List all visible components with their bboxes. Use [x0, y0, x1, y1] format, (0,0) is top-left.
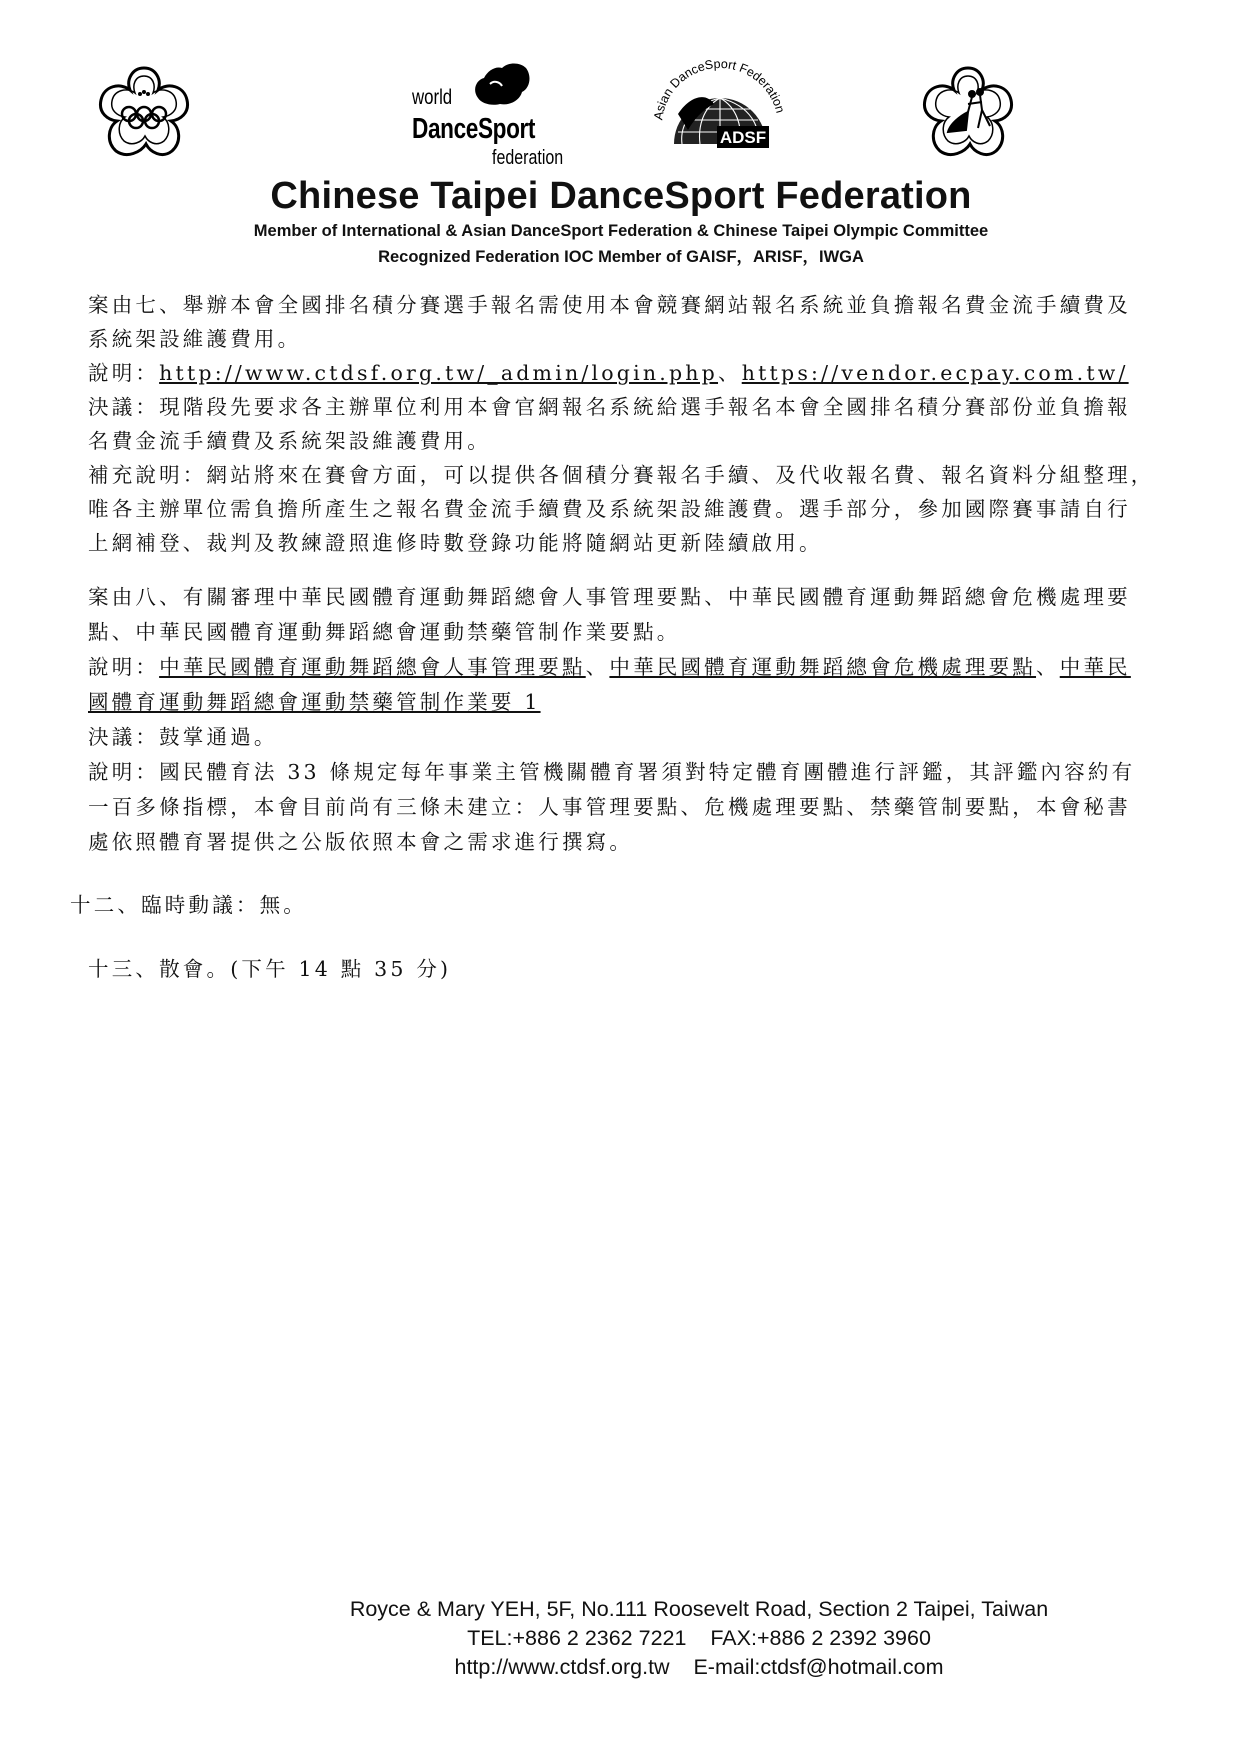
wdsf-dancesport-text: DanceSport — [412, 113, 536, 145]
footer-phone-fax: TEL:+886 2 2362 7221 FAX:+886 2 2392 3960 — [467, 1626, 931, 1650]
motion-7-supplement-line-2: 唯各主辦單位需負擔所產生之報名費金流手續費及系統架設維護費。選手部分，參加國際賽事請自行 — [88, 497, 1131, 521]
motion-7-section — [88, 288, 1170, 560]
plum-blossom-dancing-couple-icon — [918, 64, 1018, 160]
ecpay-vendor-link[interactable]: https://vendor.ecpay.com.tw/ — [741, 361, 1129, 385]
motion-7-supplement-line-3: 上網補登、裁判及教練證照進修時數登錄功能將隨網站更新陸續啟用。 — [88, 531, 823, 555]
plum-blossom-olympic-rings-icon — [94, 64, 194, 160]
motion-7-title-line-2: 系統架設維護費用。 — [88, 327, 302, 351]
doping-rules-doc-link-part-2[interactable]: 國體育運動舞蹈總會運動禁藥管制作業要 1 — [88, 690, 541, 714]
personnel-rules-doc-link[interactable]: 中華民國體育運動舞蹈總會人事管理要點 — [159, 655, 586, 679]
motion-8-title-line-1: 案由八、有關審理中華民國體育運動舞蹈總會人事管理要點、中華民國體育運動舞蹈總會危機處理要 — [88, 585, 1131, 609]
wdsf-federation-text: federation — [492, 147, 564, 169]
adsf-badge-text: ADSF — [719, 128, 767, 147]
separator: 、 — [585, 655, 610, 679]
item-13-adjournment: 十三、散會。(下午 14 點 35 分) — [88, 957, 452, 981]
chinese-taipei-olympic-committee-logo — [94, 64, 194, 160]
item-12-extempore-motion: 十二、臨時動議：無。 — [70, 893, 307, 917]
adsf-globe-icon — [640, 56, 800, 156]
motion-8-explain-line-2 — [88, 685, 1170, 720]
ctdsf-logo — [918, 64, 1018, 160]
dancing-couple-silhouette-icon — [470, 58, 532, 108]
footer-web-email: http://www.ctdsf.org.tw E-mail:ctdsf@hotmail.com — [454, 1655, 944, 1679]
wdsf-logo — [410, 58, 564, 170]
motion-8-note-line-2: 一百多條指標，本會目前尚有三條未建立：人事管理要點、危機處理要點、禁藥管制要點，本會秘書 — [88, 795, 1131, 819]
motion-8-explain-line-1 — [88, 650, 1170, 685]
motion-8-resolution: 決議：鼓掌通過。 — [88, 725, 278, 749]
doping-rules-doc-link-part-1[interactable]: 中華民 — [1059, 655, 1131, 679]
ctdsf-admin-login-link[interactable]: http://www.ctdsf.org.tw/_admin/login.php — [159, 361, 719, 385]
crisis-rules-doc-link[interactable]: 中華民國體育運動舞蹈總會危機處理要點 — [609, 655, 1037, 679]
motion-7-explain — [88, 356, 1170, 390]
motion-7-resolution-line-1: 決議：現階段先要求各主辦單位利用本會官網報名系統給選手報名本會全國排名積分賽部份並負擔報 — [88, 395, 1131, 419]
adsf-logo — [640, 56, 800, 156]
organization-name: Chinese Taipei DanceSport Federation — [270, 175, 972, 217]
motion-8-note-line-3: 處依照體育署提供之公版依照本會之需求進行撰寫。 — [88, 830, 634, 854]
motion-7-resolution-line-2: 名費金流手續費及系統架設維護費用。 — [88, 429, 491, 453]
motion-7-title-line-1: 案由七、舉辦本會全國排名積分賽選手報名需使用本會競賽網站報名系統並負擔報名費金流手續費及 — [88, 293, 1131, 317]
explain-label: 說明： — [88, 655, 160, 679]
motion-7-supplement-line-1: 補充說明：網站將來在賽會方面，可以提供各個積分賽報名手續、及代收報名費、報名資料分組整理， — [88, 463, 1155, 487]
motion-8-section — [88, 580, 1170, 860]
explain-label: 說明： — [88, 361, 160, 385]
footer-address: Royce & Mary YEH, 5F, No.111 Roosevelt Road, Section 2 Taipei, Taiwan — [349, 1597, 1049, 1621]
wdsf-world-text: world — [412, 86, 453, 109]
motion-8-title-line-2: 點、中華民國體育運動舞蹈總會運動禁藥管制作業要點。 — [88, 620, 681, 644]
separator: 、 — [718, 361, 742, 385]
adsf-arc-text: Asian DanceSport Federation — [651, 56, 788, 122]
motion-8-note-line-1: 說明：國民體育法 33 條規定每年事業主管機關體育署須對特定體育團體進行評鑑，其評鑑內容約有 — [88, 760, 1136, 784]
separator: 、 — [1036, 655, 1060, 679]
membership-line: Member of International & Asian DanceSport Federation & Chinese Taipei Olympic Committee — [253, 222, 989, 240]
recognition-line: Recognized Federation IOC Member of GAISF，ARISF，IWGA — [378, 248, 864, 266]
